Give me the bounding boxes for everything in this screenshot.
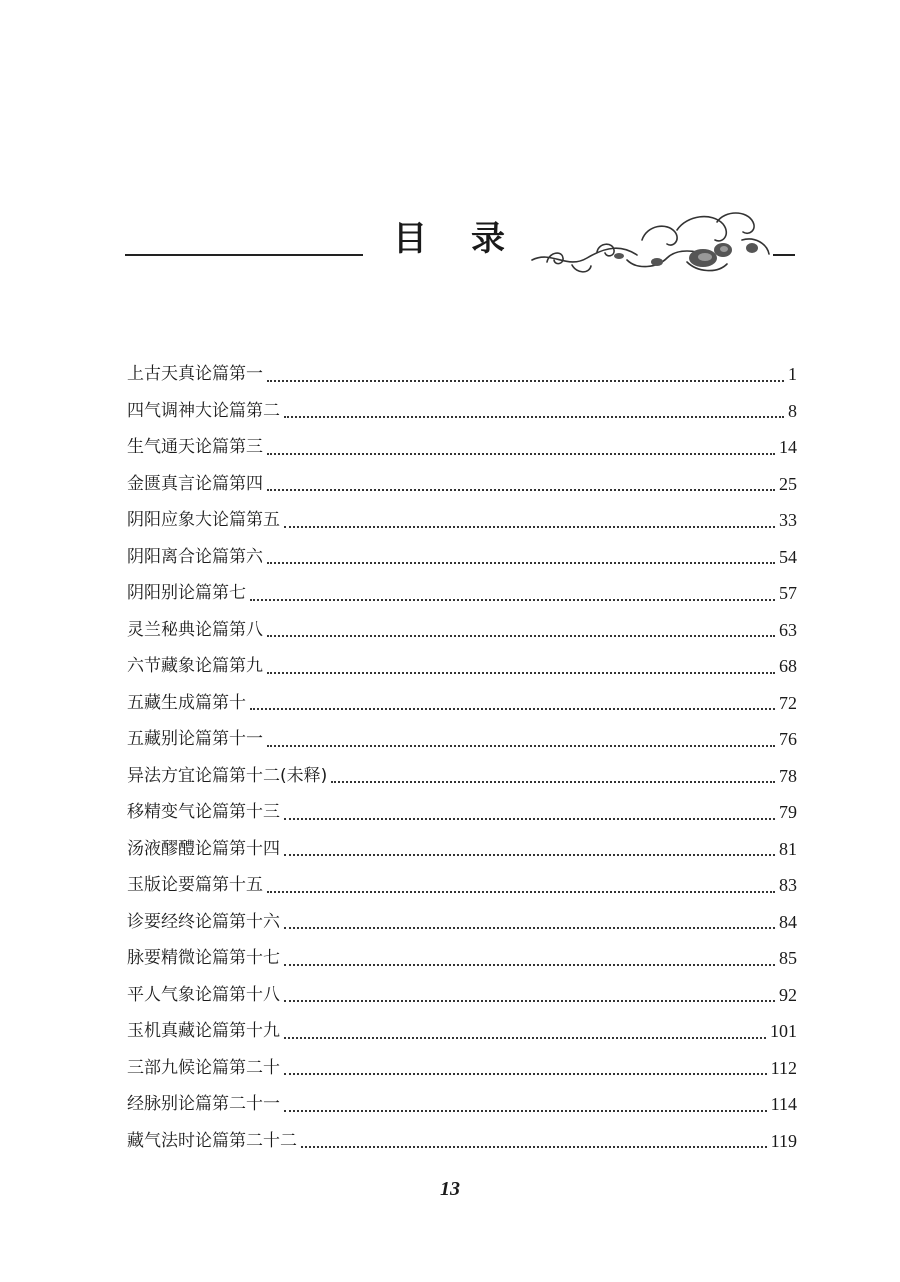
toc-leader-dots [284, 854, 775, 856]
toc-entry-page: 54 [779, 546, 797, 567]
toc-entry [127, 940, 797, 977]
toc-leader-dots [267, 489, 775, 491]
toc-entry [127, 466, 797, 503]
toc-entry-page: 8 [788, 400, 797, 421]
page-title: 目录 [393, 219, 549, 259]
toc-leader-dots [267, 635, 775, 637]
toc-entry-title: 上古天真论篇第一 [127, 364, 263, 384]
toc-entry-title: 玉版论要篇第十五 [127, 875, 263, 895]
toc-entry-title: 金匮真言论篇第四 [127, 473, 263, 494]
toc-entry-page: 119 [770, 1130, 797, 1151]
header-rule-left [125, 254, 363, 256]
toc-entry [127, 575, 797, 612]
toc-leader-dots [267, 380, 784, 382]
toc-leader-dots [301, 1146, 767, 1148]
toc-entry [127, 1013, 797, 1050]
toc-entry-title: 三部九候论篇第二十 [127, 1057, 280, 1078]
toc-entry-title: 阴阳离合论篇第六 [127, 546, 263, 567]
toc-entry [127, 977, 797, 1014]
toc-entry-title: 六节藏象论篇第九 [127, 656, 263, 676]
toc-leader-dots [331, 781, 775, 783]
toc-entry [127, 393, 797, 430]
toc-entry-page: 78 [779, 765, 797, 786]
toc-entry-page: 85 [779, 948, 797, 968]
toc-entry-title: 平人气象论篇第十八 [127, 984, 280, 1005]
toc-entry-title: 藏气法时论篇第二十二 [127, 1130, 297, 1151]
toc-entry-page: 81 [779, 838, 797, 859]
toc-entry [127, 904, 797, 941]
toc-entry [127, 648, 797, 685]
toc-entry-page: 84 [779, 911, 797, 932]
toc-leader-dots [267, 745, 775, 747]
toc-entry [127, 1050, 797, 1087]
toc-entry-page: 83 [779, 875, 797, 895]
toc-entry-page: 112 [770, 1057, 797, 1078]
toc-entry-page: 114 [770, 1094, 797, 1114]
toc-leader-dots [284, 964, 775, 966]
toc-leader-dots [284, 1037, 766, 1039]
toc-leader-dots [267, 891, 775, 893]
floral-scroll-icon [527, 200, 777, 290]
toc-leader-dots [267, 672, 775, 674]
toc-leader-dots [284, 818, 775, 820]
toc-leader-dots [250, 708, 775, 710]
toc-entry-page: 33 [779, 510, 797, 530]
toc-entry-title: 移精变气论篇第十三 [127, 802, 280, 822]
toc-entry-title: 阴阳应象大论篇第五 [127, 510, 280, 530]
toc-entry-title: 异法方宜论篇第十二(未释) [127, 765, 328, 786]
toc-entry-title: 生气通天论篇第三 [127, 437, 263, 457]
toc-entry-title: 玉机真藏论篇第十九 [127, 1021, 280, 1041]
toc-leader-dots [250, 599, 775, 601]
toc-leader-dots [284, 927, 775, 929]
toc-entry-page: 25 [779, 473, 797, 494]
toc-entry [127, 612, 797, 649]
toc-entry [127, 794, 797, 831]
toc-entry-page: 1 [788, 364, 797, 384]
toc-entry [127, 758, 797, 795]
toc-leader-dots [284, 1073, 767, 1075]
toc-entry-title: 脉要精微论篇第十七 [127, 948, 280, 968]
toc-leader-dots [284, 526, 775, 528]
toc-entry [127, 429, 797, 466]
toc-entry-page: 76 [779, 729, 797, 749]
toc-entry-page: 14 [779, 437, 797, 457]
toc-entry [127, 721, 797, 758]
toc-entry-page: 57 [779, 583, 797, 603]
toc-entry-title: 阴阳别论篇第七 [127, 583, 246, 603]
toc-list [127, 356, 797, 1159]
toc-entry [127, 539, 797, 576]
toc-leader-dots [267, 453, 775, 455]
toc-entry-title: 经脉别论篇第二十一 [127, 1094, 280, 1114]
toc-entry-title: 汤液醪醴论篇第十四 [127, 838, 280, 859]
toc-header [125, 200, 795, 290]
toc-entry [127, 867, 797, 904]
toc-entry-title: 诊要经终论篇第十六 [127, 911, 280, 932]
toc-entry-title: 灵兰秘典论篇第八 [127, 619, 263, 640]
toc-entry [127, 1123, 797, 1160]
toc-entry [127, 356, 797, 393]
toc-entry-title: 四气调神大论篇第二 [127, 400, 280, 421]
toc-entry [127, 502, 797, 539]
toc-entry-page: 92 [779, 984, 797, 1005]
toc-entry [127, 685, 797, 722]
toc-entry-title: 五藏生成篇第十 [127, 692, 246, 713]
toc-entry-page: 101 [770, 1021, 797, 1041]
toc-leader-dots [284, 1110, 767, 1112]
toc-leader-dots [284, 416, 784, 418]
toc-leader-dots [267, 562, 775, 564]
toc-entry-page: 72 [779, 692, 797, 713]
toc-entry-page: 63 [779, 619, 797, 640]
header-rule-right [773, 254, 795, 256]
toc-entry-title: 五藏别论篇第十一 [127, 729, 263, 749]
toc-entry [127, 1086, 797, 1123]
toc-entry-page: 79 [779, 802, 797, 822]
toc-entry-page: 68 [779, 656, 797, 676]
toc-leader-dots [284, 1000, 775, 1002]
page-number: 13 [440, 1178, 460, 1200]
toc-entry [127, 831, 797, 868]
